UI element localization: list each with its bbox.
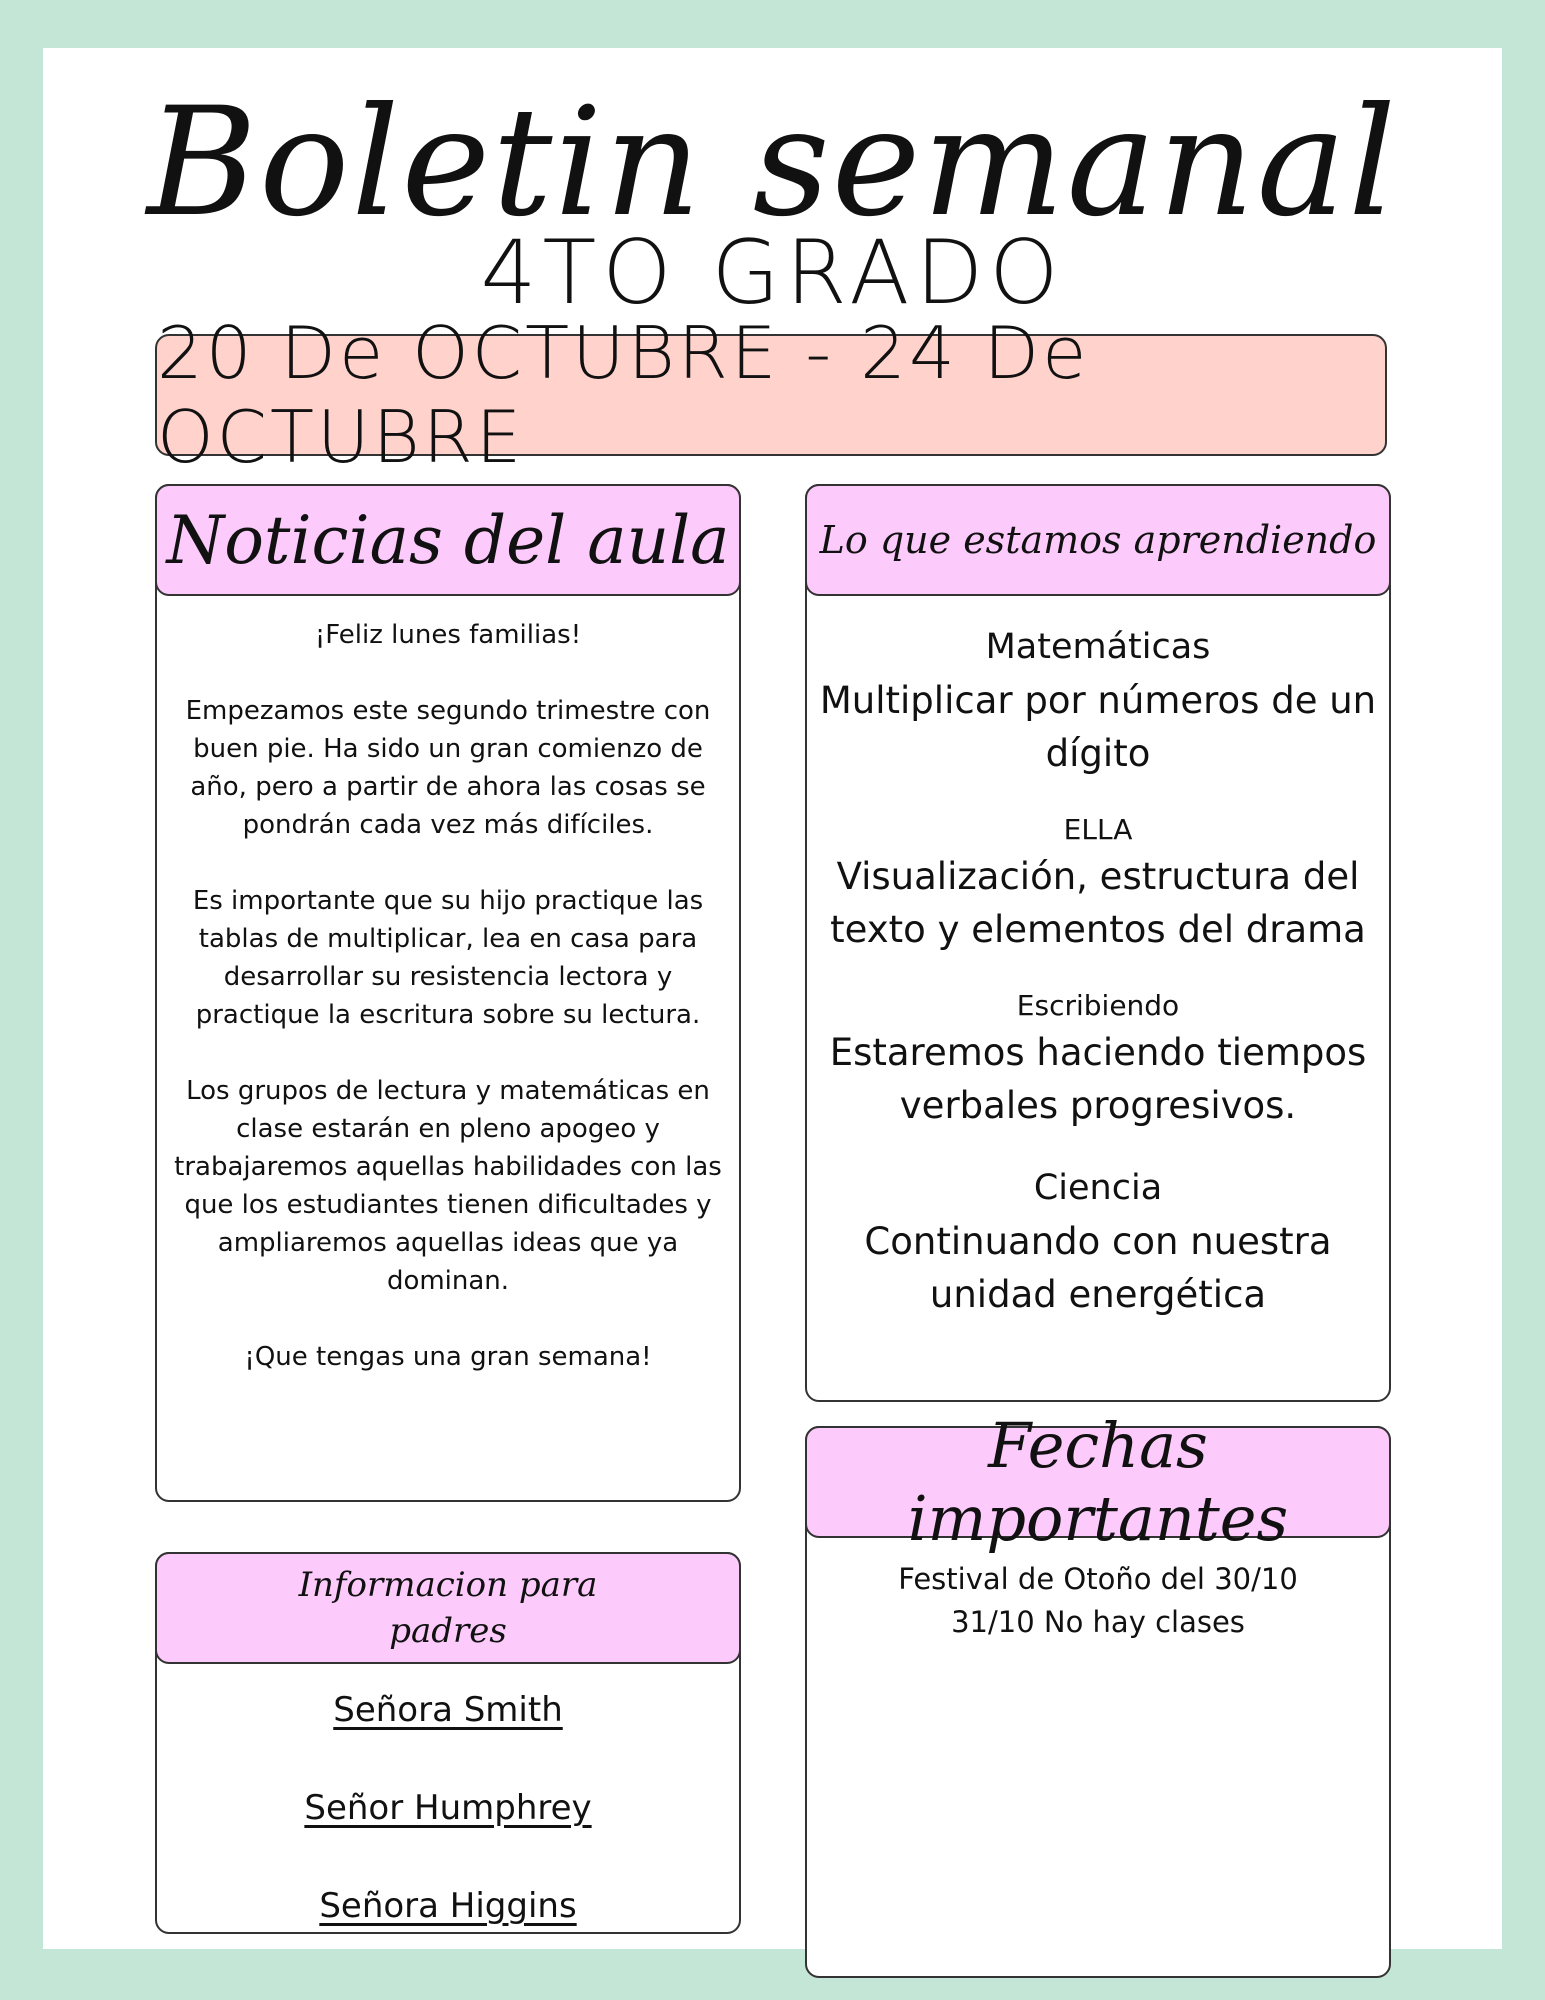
contact-link-humphrey[interactable]: Señor Humphrey: [304, 1788, 592, 1828]
classroom-news-body: [157, 616, 739, 1414]
newsletter-page: [43, 48, 1502, 1949]
date-item: Festival de Otoño del 30/10: [898, 1562, 1298, 1596]
learning-body: [807, 621, 1389, 1351]
date-range-banner: [155, 311, 1387, 479]
date-range-text: 20 De OCTUBRE - 24 De OCTUBRE: [157, 311, 1090, 479]
parent-info-card: [155, 1552, 741, 1934]
contact-link-higgins[interactable]: Señora Higgins: [319, 1886, 577, 1926]
newsletter-title: Boletin semanal: [146, 76, 1399, 250]
important-dates-heading-text: Fechas importantes: [907, 1409, 1289, 1555]
subject-description-writing: Estaremos haciendo tiempos verbales progresivos.: [829, 1031, 1367, 1127]
contact-link-smith[interactable]: Señora Smith: [333, 1690, 563, 1730]
classroom-news-heading-text: Noticias del aula: [166, 501, 730, 579]
parent-info-body: [157, 1688, 739, 1982]
parent-info-heading: [155, 1552, 741, 1664]
news-paragraph: Los grupos de lectura y matemáticas en clase estarán en pleno apogeo y trabajaremos aquellas habilidades con las que los estudiantes tienen dificultades y ampliaremos aquellas ideas que ya dominan.: [174, 1076, 722, 1296]
news-closing: ¡Que tengas una gran semana!: [244, 1342, 652, 1372]
learning-card: [805, 484, 1391, 1402]
news-greeting: ¡Feliz lunes familias!: [314, 620, 582, 650]
important-dates-card: [805, 1409, 1391, 1978]
subject-name-ella: ELLA: [1063, 813, 1133, 846]
important-dates-heading: [805, 1409, 1391, 1555]
learning-heading: [805, 484, 1391, 596]
subject-name-science: Ciencia: [1033, 1168, 1163, 1208]
parent-info-heading-text: Informacion para padres: [298, 1565, 598, 1651]
subject-name-math: Matemáticas: [985, 627, 1211, 667]
subject-description-math: Multiplicar por números de un dígito: [819, 679, 1377, 775]
important-dates-body: [807, 1558, 1389, 1644]
classroom-news-heading: [155, 484, 741, 596]
classroom-news-card: [155, 484, 741, 1502]
subject-description-science: Continuando con nuestra unidad energética: [864, 1220, 1332, 1316]
date-item: 31/10 No hay clases: [951, 1605, 1245, 1639]
learning-heading-text: Lo que estamos aprendiendo: [819, 518, 1377, 562]
subject-name-writing: Escribiendo: [1016, 989, 1180, 1022]
news-paragraph: Empezamos este segundo trimestre con buen pie. Ha sido un gran comienzo de año, pero a partir de ahora las cosas se pondrán cada vez más difíciles.: [185, 696, 711, 840]
grade-subtitle: 4TO GRADO: [480, 221, 1065, 324]
subject-description-ella: Visualización, estructura del texto y elementos del drama: [830, 855, 1366, 951]
news-paragraph: Es importante que su hijo practique las tablas de multiplicar, lea en casa para desarrollar su resistencia lectora y practique la escritura sobre su lectura.: [192, 886, 704, 1030]
